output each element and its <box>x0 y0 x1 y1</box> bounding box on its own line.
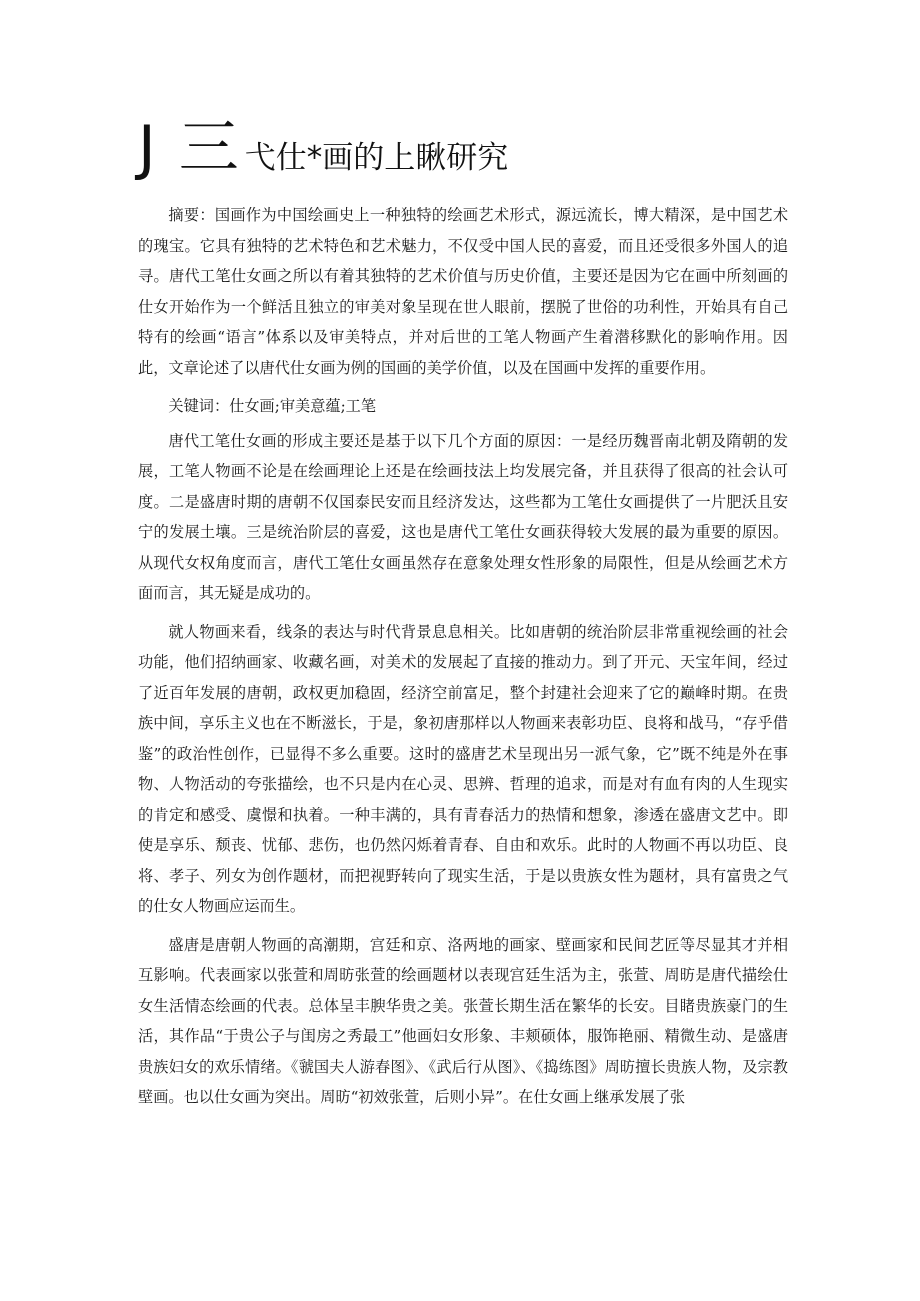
body-paragraph-lines-and-era: 就人物画来看，线条的表达与时代背景息息相关。比如唐朝的统治阶层非常重视绘画的社会功能，他们招纳画家、收藏名画，对美术的发展起了直接的推动力。到了开元、天宝年间，经过了近百年发展的唐朝，政权更加稳固，经济空前富足，整个封建社会迎来了它的巅峰时期。在贵族中间，享乐主义也在不断滋长，于是，象初唐那样以人物画来表彰功臣、良将和战马，“存乎借鉴”的政治性创作，已显得不多么重要。这时的盛唐艺术呈现出另一派气象，它”既不纯是外在事物、人物活动的夸张描绘，也不只是内在心灵、思辨、哲理的追求，而是对有血有肉的人生现实的肯定和感受、虞憬和执着。一种丰满的，具有青春活力的热情和想象，渗透在盛唐文艺中。即使是享乐、颓丧、忧郁、悲伤，也仍然闪烁着青春、自由和欢乐。此时的人物画不再以功臣、良将、孝子、列女为创作题材，而把视野转向了现实生活，于是以贵族女性为题材，具有富贵之气的仕女人物画应运而生。 <box>138 622 788 915</box>
keywords-line: 关键词：仕女画;审美意蕴;工笔 <box>168 397 377 415</box>
body-paragraph-origins: 唐代工笔仕女画的形成主要还是基于以下几个方面的原因：一是经历魏晋南北朝及隋朝的发展，工笔人物画不论是在绘画理论上还是在绘画技法上均发展完备，并且获得了很高的社会认可度。二是盛唐时期的唐朝不仅国泰民安而且经济发达，这些都为工笔仕女画提供了一片肥沃且安宁的发展土壤。三是统治阶层的喜爱，这也是唐代工笔仕女画获得较大发展的最为重要的原因。从现代女权角度而言，唐代工笔仕女画虽然存在意象处理女性形象的局限性，但是从绘画艺术方面而言，其无疑是成功的。 <box>138 431 788 602</box>
abstract-paragraph: 摘要：国画作为中国绘画史上一种独特的绘画艺术形式，源远流长，博大精深，是中国艺术的瑰宝。它具有独特的艺术特色和艺术魅力，不仅受中国人民的喜爱，而且还受很多外国人的追寻。唐代工笔仕女画之所以有着其独特的艺术价值与历史价值，主要还是因为它在画中所刻画的仕女开始作为一个鲜活且独立的审美对象呈现在世人眼前，摆脱了世俗的功利性，开始具有自己特有的绘画“语言”体系以及审美特点，并对后世的工笔人物画产生着潜移默化的影响作用。因此，文章论述了以唐代仕女画为例的国画的美学价值，以及在国画中发挥的重要作用。 <box>138 206 788 377</box>
title-large-glyphs: J 三 <box>138 113 241 183</box>
document-body <box>138 200 788 1121</box>
document-title <box>138 113 818 188</box>
body-paragraph-high-tang: 盛唐是唐朝人物画的高潮期，宫廷和京、洛两地的画家、壁画家和民间艺匠等尽显其才并相互影响。代表画家以张萱和周昉张萱的绘画题材以表现宫廷生活为主，张萱、周昉是唐代描绘仕女生活情态绘画的代表。总体呈丰腴华贵之美。张萱长期生活在繁华的长安。目睹贵族豪门的生活，其作品“于贵公子与闺房之秀最工”他画妇女形象、丰颊硕体，服饰艳丽、精微生动、是盛唐贵族妇女的欢乐情绪。《虢国夫人游春图》、《武后行从图》、《捣练图》周昉擅长贵族人物，及宗教壁画。也以仕女画为突出。周昉“初效张萱，后则小异”。在仕女画上继承发展了张 <box>138 935 788 1106</box>
title-text: 弋仕*画的上瞅研究 <box>244 140 509 176</box>
